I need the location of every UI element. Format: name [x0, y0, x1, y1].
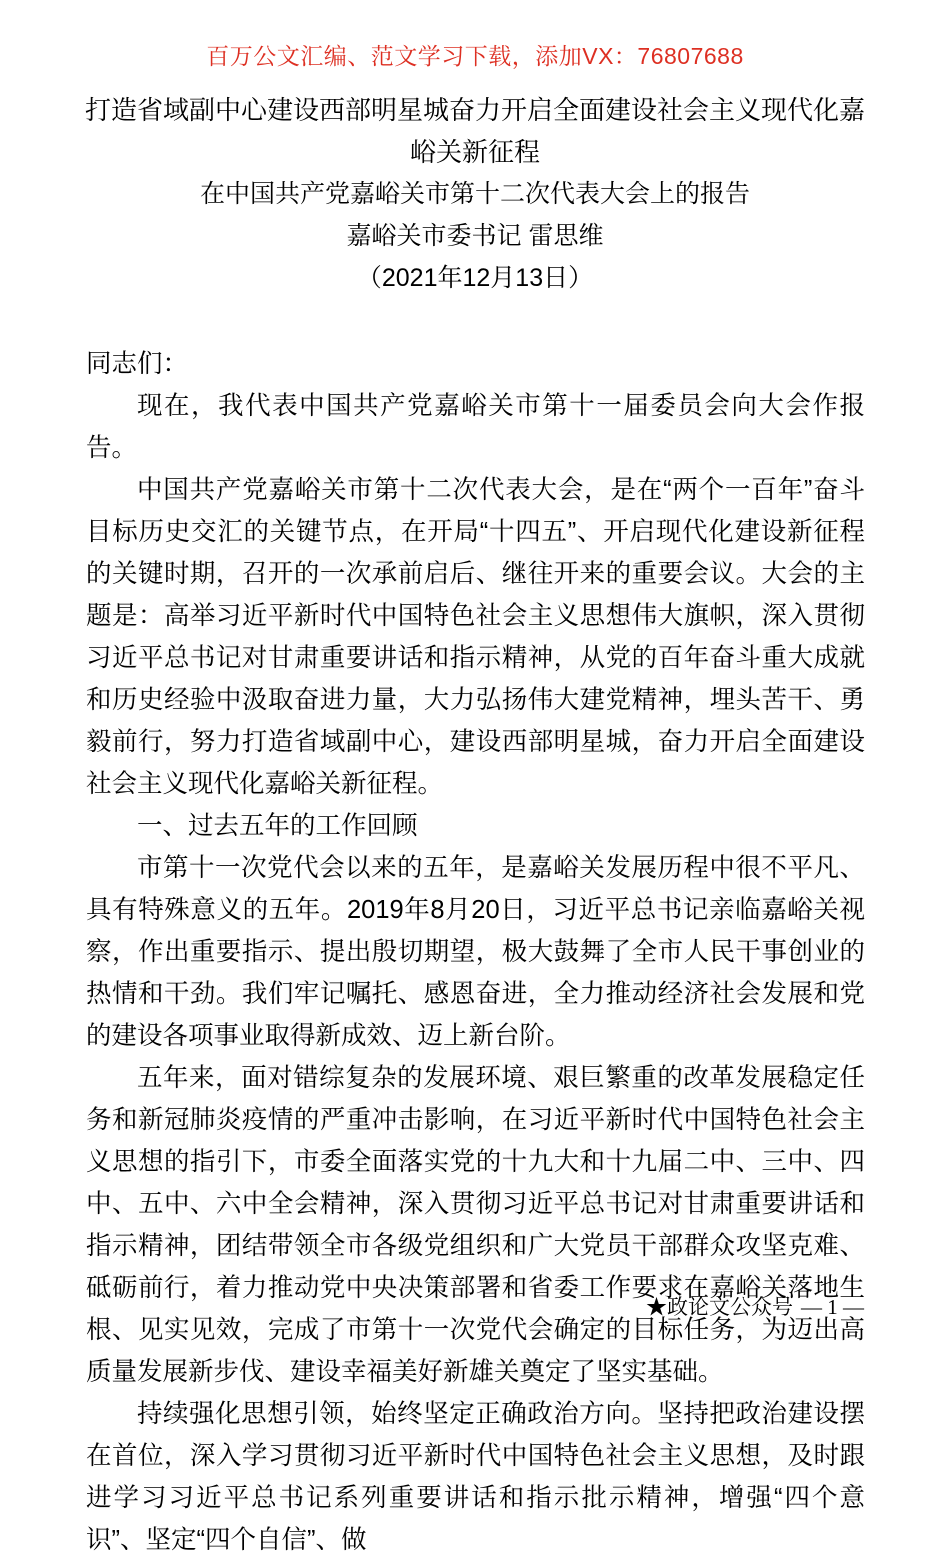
paragraph: 五年来，面对错综复杂的发展环境、艰巨繁重的改革发展稳定任务和新冠肺炎疫情的严重冲击影响，在习近平新时代中国特色社会主义思想的指引下，市委全面落实党的十九大和十九届二中、三中、四中、五中、六中全会精神，深入贯彻习近平总书记对甘肃重要讲话和指示精神，团结带领全市各级党组织和广大党员干部群众攻坚克难、砥砺前行，着力推动党中央决策部署和省委工作要求在嘉峪关落地生根、见实见效，完成了市第十一次党代会确定的目标任务，为迈出高质量发展新步伐、建设幸福美好新雄关奠定了坚实基础。 — [86, 1063, 865, 1386]
subtitle-occasion: 在中国共产党嘉峪关市第十二次代表大会上的报告 — [199, 179, 750, 208]
footer-watermark: ★政论文公众号 — [646, 1295, 793, 1319]
section-heading-one: 一、过去五年的工作回顾 — [137, 811, 418, 840]
title-block — [0, 89, 950, 299]
page-footer — [0, 1294, 950, 1320]
paragraph: 持续强化思想引领，始终坚定正确政治方向。坚持把政治建设摆在首位，深入学习贯彻习近平新时代中国特色社会主义思想，及时跟进学习习近平总书记系列重要讲话和指示批示精神，增强“四个意识”、坚定“四个自信”、做 — [86, 1399, 865, 1554]
promo-banner: 百万公文汇编、范文学习下载，添加VX：76807688 — [206, 43, 744, 69]
document-body — [0, 343, 950, 1561]
page-number: — 1 — — [801, 1295, 864, 1319]
subtitle-speaker: 嘉峪关市委书记 雷思维 — [346, 221, 604, 250]
paragraph: 现在，我代表中国共产党嘉峪关市第十一届委员会向大会作报告。 — [86, 391, 865, 462]
page-title: 打造省域副中心建设西部明星城奋力开启全面建设社会主义现代化嘉峪关新征程 — [84, 94, 865, 167]
salutation: 同志们： — [86, 349, 189, 378]
paragraph: 市第十一次党代会以来的五年，是嘉峪关发展历程中很不平凡、具有特殊意义的五年。2019年8月20日，习近平总书记亲临嘉峪关视察，作出重要指示、提出殷切期望，极大鼓舞了全市人民干事创业的热情和干劲。我们牢记嘱托、感恩奋进，全力推动经济社会发展和党的建设各项事业取得新成效、迈上新台阶。 — [86, 853, 865, 1050]
subtitle-date: （2021年12月13日） — [356, 263, 594, 292]
paragraph: 中国共产党嘉峪关市第十二次代表大会，是在“两个一百年”奋斗目标历史交汇的关键节点，在开局“十四五”、开启现代化建设新征程的关键时期，召开的一次承前启后、继往开来的重要会议。大会的主题是：高举习近平新时代中国特色社会主义思想伟大旗帜，深入贯彻习近平总书记对甘肃重要讲话和指示精神，从党的百年奋斗重大成就和历史经验中汲取奋进力量，大力弘扬伟大建党精神，埋头苦干、勇毅前行，努力打造省域副中心，建设西部明星城，奋力开启全面建设社会主义现代化嘉峪关新征程。 — [86, 475, 865, 798]
